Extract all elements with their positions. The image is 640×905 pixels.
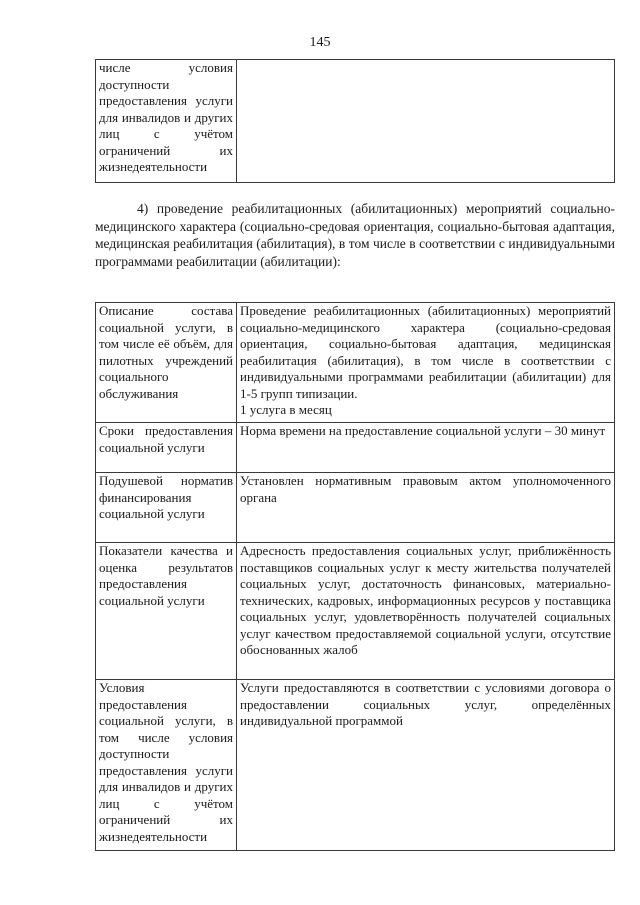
continued-table [95,59,615,183]
row-value [237,303,615,423]
row-label: числе условия доступности предоставления услуги для инвалидов и других лиц с учётом ограничений их жизнедеятельности [96,60,237,183]
row-value: Услуги предоставляются в соответствии с условиями договора о предоставлении социальных услуг, определённых индивидуальной программой [237,680,615,851]
table-row [96,473,615,543]
row-label: Условия предоставления социальной услуги, в том числе условия доступности предоставления услуги для инвалидов и других лиц с учётом ограничений их жизнедеятельности [96,680,237,851]
row-value-volume: 1 услуга в месяц [240,402,332,417]
row-label: Подушевой норматив финансирования социальной услуги [96,473,237,543]
row-value: Норма времени на предоставление социальной услуги – 30 минут [237,423,615,473]
row-label: Сроки предоставления социальной услуги [96,423,237,473]
row-value-text: Проведение реабилитационных (абилитационных) мероприятий социально-медицинского характера (социально-средовая ориентация, социально-бытовая адаптация, медицинская реабилитация (абилитация), в том числе в соответствии с индивидуальными программами реабилитации (абилитации) для 1-5 групп типизации. [240,303,611,401]
table-row [96,680,615,851]
row-label: Описание состава социальной услуги, в том числе её объём, для пилотных учреждений социального обслуживания [96,303,237,423]
table-row [96,543,615,680]
section-paragraph: 4) проведение реабилитационных (абилитационных) мероприятий социально-медицинского характера (социально-средовая ориентация, социально-бытовая адаптация, медицинская реабилитация (абилитация), в том числе в соответствии с индивидуальными программами реабилитации (абилитации): [95,201,615,269]
page-number: 145 [309,35,331,50]
row-label: Показатели качества и оценка результатов предоставления социальной услуги [96,543,237,680]
table-row [96,303,615,423]
row-value: Адресность предоставления социальных услуг, приближённость поставщиков социальных услуг к месту жительства получателей социальных услуг, достаточность финансовых, материально-технических, кадровых, информационных ресурсов у поставщика социальных услуг, удовлетворённость получателей социальных услуг качеством предоставляемой социальной услуги, отсутствие обоснованных жалоб [237,543,615,680]
row-value [237,60,615,183]
row-value: Установлен нормативным правовым актом уполномоченного органа [237,473,615,543]
table-row [96,423,615,473]
table-row [96,60,615,183]
service-table [95,302,615,851]
